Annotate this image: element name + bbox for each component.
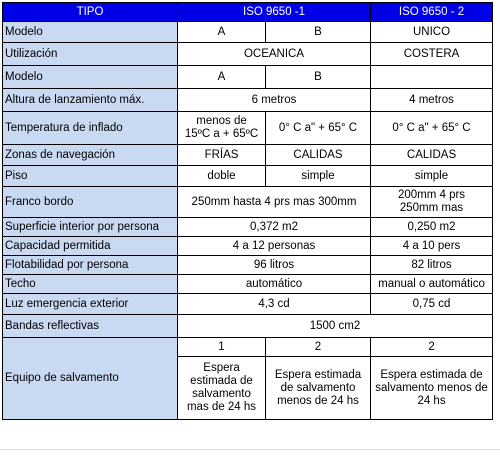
cell-value xyxy=(371,187,493,218)
cell-value: 82 litros xyxy=(371,256,493,275)
cell-value: simple xyxy=(266,166,371,187)
cell-value: 2 xyxy=(266,338,371,357)
row-label: Equipo de salvamento xyxy=(3,338,178,420)
row-utilizacion xyxy=(3,43,493,66)
row-modelo-2 xyxy=(3,66,493,89)
cell-value: 0° C a" + 65° C xyxy=(266,112,371,145)
row-temperatura xyxy=(3,112,493,145)
cell-line: 250mm mas xyxy=(399,202,464,214)
cell-value: 96 litros xyxy=(178,256,371,275)
cell-value: 4 metros xyxy=(371,89,493,112)
cell-value: 1500 cm2 xyxy=(178,315,493,338)
cell-value: doble xyxy=(178,166,266,187)
row-label: Capacidad permitida xyxy=(3,237,178,256)
cell-value: CALIDAS xyxy=(371,145,493,166)
cell-value: 6 metros xyxy=(178,89,371,112)
cell-value xyxy=(178,112,266,145)
cell-value: Espera estimada de salvamento mas de 24 hs xyxy=(178,357,266,420)
cell-value: B xyxy=(266,66,371,89)
row-label: Franco bordo xyxy=(3,187,178,218)
row-capacidad xyxy=(3,237,493,256)
cell-value: 250mm hasta 4 prs mas 300mm xyxy=(178,187,371,218)
row-label: Luz emergencia exterior xyxy=(3,294,178,315)
divider xyxy=(0,449,500,450)
row-modelo xyxy=(3,22,493,43)
row-techo xyxy=(3,275,493,294)
cell-value: 4 a 12 personas xyxy=(178,237,371,256)
row-label: Piso xyxy=(3,166,178,187)
cell-value: 1 xyxy=(178,338,266,357)
row-zonas xyxy=(3,145,493,166)
cell-value: 0° C a" + 65° C xyxy=(371,112,493,145)
row-luz-emergencia xyxy=(3,294,493,315)
cell-value: 0,372 m2 xyxy=(178,218,371,237)
row-label: Modelo xyxy=(3,66,178,89)
cell-value: OCEANICA xyxy=(178,43,371,66)
cell-value: 2 xyxy=(371,338,493,357)
row-label: Modelo xyxy=(3,22,178,43)
spec-table xyxy=(2,2,493,420)
row-altura xyxy=(3,89,493,112)
cell-value xyxy=(371,66,493,89)
cell-value: 0,250 m2 xyxy=(371,218,493,237)
row-equipo-numbers xyxy=(3,338,493,357)
row-label: Altura de lanzamiento máx. xyxy=(3,89,178,112)
row-label: Techo xyxy=(3,275,178,294)
cell-value: 4,3 cd xyxy=(178,294,371,315)
header-row xyxy=(3,3,493,22)
cell-value: Espera estimada de salvamento menos de 24 hs xyxy=(266,357,371,420)
row-label: Zonas de navegación xyxy=(3,145,178,166)
cell-value: Espera estimada de salvamento menos de 24 hs xyxy=(371,357,493,420)
header-tipo: TIPO xyxy=(3,3,178,22)
row-label: Flotabilidad por persona xyxy=(3,256,178,275)
cell-value: B xyxy=(266,22,371,43)
cell-line: menos de xyxy=(196,115,247,127)
cell-value: A xyxy=(178,22,266,43)
cell-value: 0,75 cd xyxy=(371,294,493,315)
cell-value: COSTERA xyxy=(371,43,493,66)
row-label: Superficie interior por persona xyxy=(3,218,178,237)
row-superficie xyxy=(3,218,493,237)
cell-value: automático xyxy=(178,275,371,294)
cell-value: CALIDAS xyxy=(266,145,371,166)
row-label: Utilización xyxy=(3,43,178,66)
cell-value: A xyxy=(178,66,266,89)
row-label: Bandas reflectivas xyxy=(3,315,178,338)
row-flotabilidad xyxy=(3,256,493,275)
row-bandas xyxy=(3,315,493,338)
cell-value: 4 a 10 pers xyxy=(371,237,493,256)
cell-line: 200mm 4 prs xyxy=(397,189,466,201)
cell-value: UNICO xyxy=(371,22,493,43)
cell-value: manual o automático xyxy=(371,275,493,294)
header-iso-9650-2: ISO 9650 - 2 xyxy=(371,3,493,22)
cell-value: simple xyxy=(371,166,493,187)
row-piso xyxy=(3,166,493,187)
row-franco-bordo xyxy=(3,187,493,218)
cell-line: 15ºC a + 65ºC xyxy=(184,128,259,140)
header-iso-9650-1: ISO 9650 -1 xyxy=(178,3,371,22)
cell-value: FRÍAS xyxy=(178,145,266,166)
row-label: Temperatura de inflado xyxy=(3,112,178,145)
